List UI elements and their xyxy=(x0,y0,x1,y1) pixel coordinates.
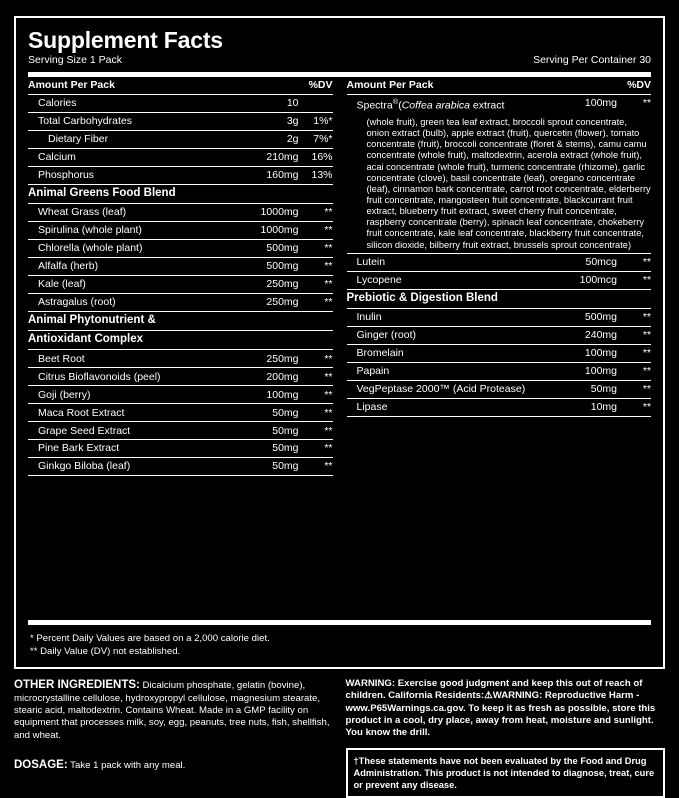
serving-size: Serving Size 1 Pack xyxy=(28,54,122,67)
ingredient-amount: 10mg xyxy=(555,398,617,416)
ingredient-name: Maca Root Extract xyxy=(28,404,238,422)
spectra-brand: Spectra xyxy=(356,99,393,112)
ingredient-dv: ** xyxy=(299,458,333,476)
ingredient-dv: ** xyxy=(299,222,333,240)
table-row xyxy=(28,240,333,258)
ingredient-amount: 500mg xyxy=(238,258,298,276)
ingredient-name: VegPeptase 2000™ (Acid Protease) xyxy=(347,380,555,398)
header-amount-left: Amount Per Pack xyxy=(28,77,238,94)
table-row xyxy=(347,271,652,289)
ingredient-name: Chlorella (whole plant) xyxy=(28,240,238,258)
table-row xyxy=(28,294,333,312)
ingredient-name: Bromelain xyxy=(347,345,555,363)
nutrient-table-right xyxy=(347,77,652,417)
header-dv-right: %DV xyxy=(617,77,651,94)
spectra-row xyxy=(347,95,652,115)
nutrient-name: Dietary Fiber xyxy=(28,131,238,149)
ingredient-amount: 50mg xyxy=(238,422,298,440)
dosage-text: Take 1 pack with any meal. xyxy=(67,760,186,772)
ingredient-amount: 1000mg xyxy=(238,204,298,222)
ingredient-amount: 250mg xyxy=(238,350,298,368)
warning-text: Exercise good judgment and keep this out of reach of children. California Residents:⚠WARNING: Reproductive Harm - www.P65Warnings.ca.gov. To keep it as fresh as possible, store this product in a cool, dry place, away from heat, moisture and sunlight. You know the drill. xyxy=(345,677,656,739)
warning-label: WARNING: xyxy=(345,677,396,689)
nutrient-amount: 210mg xyxy=(238,149,298,167)
table-row xyxy=(28,440,333,458)
table-row xyxy=(28,258,333,276)
ingredient-name: Goji (berry) xyxy=(28,386,238,404)
ingredient-dv: ** xyxy=(299,204,333,222)
spectra-dv: ** xyxy=(642,97,651,110)
ingredient-dv: ** xyxy=(299,240,333,258)
blend-header-phyto-line2 xyxy=(28,331,333,350)
ingredient-dv: ** xyxy=(617,327,651,345)
ingredient-amount: 100mg xyxy=(555,363,617,381)
ingredient-name: Wheat Grass (leaf) xyxy=(28,204,238,222)
nutrient-amount: 10 xyxy=(238,95,298,113)
blend-header-phyto-line1 xyxy=(28,312,333,331)
other-ingredients-column xyxy=(14,678,334,798)
page-title: Supplement Facts xyxy=(28,27,223,53)
nutrient-dv: 13% xyxy=(299,167,333,185)
nutrient-dv xyxy=(299,95,333,113)
footnotes xyxy=(28,633,651,659)
serving-info-row xyxy=(28,54,651,66)
table-filler-row xyxy=(28,476,333,614)
ingredient-amount: 100mg xyxy=(238,386,298,404)
registered-icon: ® xyxy=(392,97,399,107)
servings-per-container: Serving Per Container 30 xyxy=(533,54,651,67)
other-ingredients xyxy=(14,678,334,743)
nutrient-name: Total Carbohydrates xyxy=(28,113,238,131)
table-row xyxy=(28,95,333,113)
ingredient-name: Astragalus (root) xyxy=(28,294,238,312)
dosage xyxy=(14,758,334,773)
ingredient-amount: 50mg xyxy=(238,440,298,458)
table-row xyxy=(28,386,333,404)
ingredient-name: Alfalfa (herb) xyxy=(28,258,238,276)
ingredient-dv: ** xyxy=(299,404,333,422)
ingredient-name: Kale (leaf) xyxy=(28,276,238,294)
dosage-label: DOSAGE: xyxy=(14,759,68,772)
supplement-facts-panel xyxy=(14,16,665,669)
ingredient-amount: 500mg xyxy=(238,240,298,258)
blend-header-prebiotic xyxy=(347,289,652,308)
table-header-left xyxy=(28,77,333,94)
ingredient-dv: ** xyxy=(617,398,651,416)
header-dv-left: %DV xyxy=(299,77,333,94)
spectra-paren: ( xyxy=(398,99,402,112)
ingredient-amount: 200mg xyxy=(238,368,298,386)
ingredient-name: Ginger (root) xyxy=(347,327,555,345)
nutrient-amount: 2g xyxy=(238,131,298,149)
spectra-description: (whole fruit), green tea leaf extract, broccoli sprout concentrate, onion extract (bulb), apple extract (fruit), quercetin (flower), tomato concentrate (fruit), broccoli concentrate (floret & stems), camu camu concentrate (whole fruit), maltodextrin, acerola extract (whole fruit), acai concentrate (whole fruit), turmeric concentrate (rhizome), garlic concentrate (clove), basil concentrate (leaf), oregano concentrate (leaf), cinnamon bark concentrate, carrot root concentrate, elderberry fruit concentrate, mangosteen fruit concentrate, blackcurrant fruit extract, blueberry fruit extract, sweet cherry fruit concentrate, raspberry concentrate (berry), spinach leaf concentrate, chokeberry fruit concentrate, kale leaf concentrate, blackberry fruit concentrate, silicon dioxide, bilberry fruit extract, brussels sprout concentrate) xyxy=(347,115,652,254)
table-row xyxy=(28,167,333,185)
filler-cell xyxy=(28,476,333,614)
table-header-right xyxy=(347,77,652,94)
nutrient-amount: 50mcg xyxy=(555,253,617,271)
fda-disclaimer-text: †These statements have not been evaluated by the Food and Drug Administration. This product is not intended to diagnose, treat, cure or prevent any disease. xyxy=(353,755,655,791)
ingredient-dv: ** xyxy=(299,276,333,294)
ingredient-dv: ** xyxy=(299,422,333,440)
table-row xyxy=(28,350,333,368)
table-row xyxy=(28,404,333,422)
panel-column-left xyxy=(28,77,333,613)
ingredient-dv: ** xyxy=(299,368,333,386)
ingredient-name: Spirulina (whole plant) xyxy=(28,222,238,240)
ingredient-name: Papain xyxy=(347,363,555,381)
ingredient-dv: ** xyxy=(617,345,651,363)
panel-column-right xyxy=(347,77,652,613)
nutrient-dv: 16% xyxy=(299,149,333,167)
nutrient-table-left xyxy=(28,77,333,613)
ingredient-dv: ** xyxy=(299,386,333,404)
table-row xyxy=(28,458,333,476)
nutrient-dv: 1%* xyxy=(299,113,333,131)
table-row xyxy=(28,204,333,222)
blend-title: Animal Phytonutrient & xyxy=(28,312,333,331)
nutrient-dv: ** xyxy=(617,253,651,271)
ingredient-dv: ** xyxy=(617,380,651,398)
bottom-section xyxy=(14,678,665,798)
footnote-dv-not-established: ** Daily Value (DV) not established. xyxy=(30,645,181,657)
panel-columns xyxy=(28,77,651,613)
ingredient-name: Inulin xyxy=(347,309,555,327)
blend-title: Animal Greens Food Blend xyxy=(28,185,333,204)
table-row xyxy=(347,253,652,271)
ingredient-name: Beet Root xyxy=(28,350,238,368)
nutrient-dv: ** xyxy=(617,271,651,289)
table-row xyxy=(347,380,652,398)
table-row xyxy=(28,113,333,131)
nutrient-name: Lycopene xyxy=(347,271,555,289)
ingredient-amount: 1000mg xyxy=(238,222,298,240)
ingredient-amount: 250mg xyxy=(238,294,298,312)
header-amount-right: Amount Per Pack xyxy=(347,77,555,94)
nutrient-amount: 3g xyxy=(238,113,298,131)
table-row xyxy=(28,422,333,440)
spectra-name xyxy=(347,95,555,115)
ingredient-dv: ** xyxy=(299,294,333,312)
ingredient-amount: 50mg xyxy=(238,458,298,476)
spectra-description-row xyxy=(347,115,652,254)
ingredient-amount: 100mg xyxy=(555,345,617,363)
spectra-amount: 100mg xyxy=(584,97,617,110)
table-row xyxy=(28,222,333,240)
ingredient-name: Lipase xyxy=(347,398,555,416)
blend-title: Antioxidant Complex xyxy=(28,331,333,350)
spectra-name-rest: extract xyxy=(470,99,505,112)
header-spacer-right xyxy=(555,77,617,94)
nutrient-amount: 160mg xyxy=(238,167,298,185)
table-row xyxy=(28,276,333,294)
spectra-latin-name: Coffea arabica xyxy=(401,99,471,112)
ingredient-dv: ** xyxy=(299,440,333,458)
nutrient-name: Calcium xyxy=(28,149,238,167)
panel-divider-footnotes xyxy=(28,620,651,625)
ingredient-dv: ** xyxy=(617,363,651,381)
table-row xyxy=(347,363,652,381)
table-row xyxy=(347,398,652,416)
ingredient-amount: 500mg xyxy=(555,309,617,327)
nutrient-name: Lutein xyxy=(347,253,555,271)
ingredient-dv: ** xyxy=(617,309,651,327)
ingredient-amount: 50mg xyxy=(238,404,298,422)
ingredient-name: Citrus Bioflavonoids (peel) xyxy=(28,368,238,386)
nutrient-name: Phosphorus xyxy=(28,167,238,185)
table-row xyxy=(28,368,333,386)
ingredient-name: Grape Seed Extract xyxy=(28,422,238,440)
ingredient-amount: 240mg xyxy=(555,327,617,345)
ingredient-name: Ginkgo Biloba (leaf) xyxy=(28,458,238,476)
table-row xyxy=(28,131,333,149)
blend-title: Prebiotic & Digestion Blend xyxy=(347,289,652,308)
ingredient-dv: ** xyxy=(299,258,333,276)
ingredient-amount: 250mg xyxy=(238,276,298,294)
nutrient-name: Calories xyxy=(28,95,238,113)
other-ingredients-text: Dicalcium phosphate, gelatin (bovine), microcrystalline cellulose, hydroxypropyl cellulose, magnesium stearate, stearic acid, maltodextrin. Contains Wheat. Made in a GMP facility on equipment that processes milk, soy, egg, peanuts, tree nuts, fish, shellfish, and wheat. xyxy=(14,679,330,741)
other-ingredients-label: OTHER INGREDIENTS: xyxy=(14,678,140,691)
table-row xyxy=(28,149,333,167)
footnote-dv-percent: * Percent Daily Values are based on a 2,000 calorie diet. xyxy=(30,632,270,644)
ingredient-amount: 50mg xyxy=(555,380,617,398)
ingredient-name: Pine Bark Extract xyxy=(28,440,238,458)
warning-column xyxy=(346,678,666,798)
table-row xyxy=(347,327,652,345)
ingredient-dv: ** xyxy=(299,350,333,368)
table-row xyxy=(347,309,652,327)
header-spacer-left xyxy=(238,77,298,94)
nutrient-amount: 100mcg xyxy=(555,271,617,289)
nutrient-dv: 7%* xyxy=(299,131,333,149)
warning xyxy=(346,678,666,740)
blend-header-greens xyxy=(28,185,333,204)
fda-disclaimer-box xyxy=(346,748,666,798)
table-row xyxy=(347,345,652,363)
